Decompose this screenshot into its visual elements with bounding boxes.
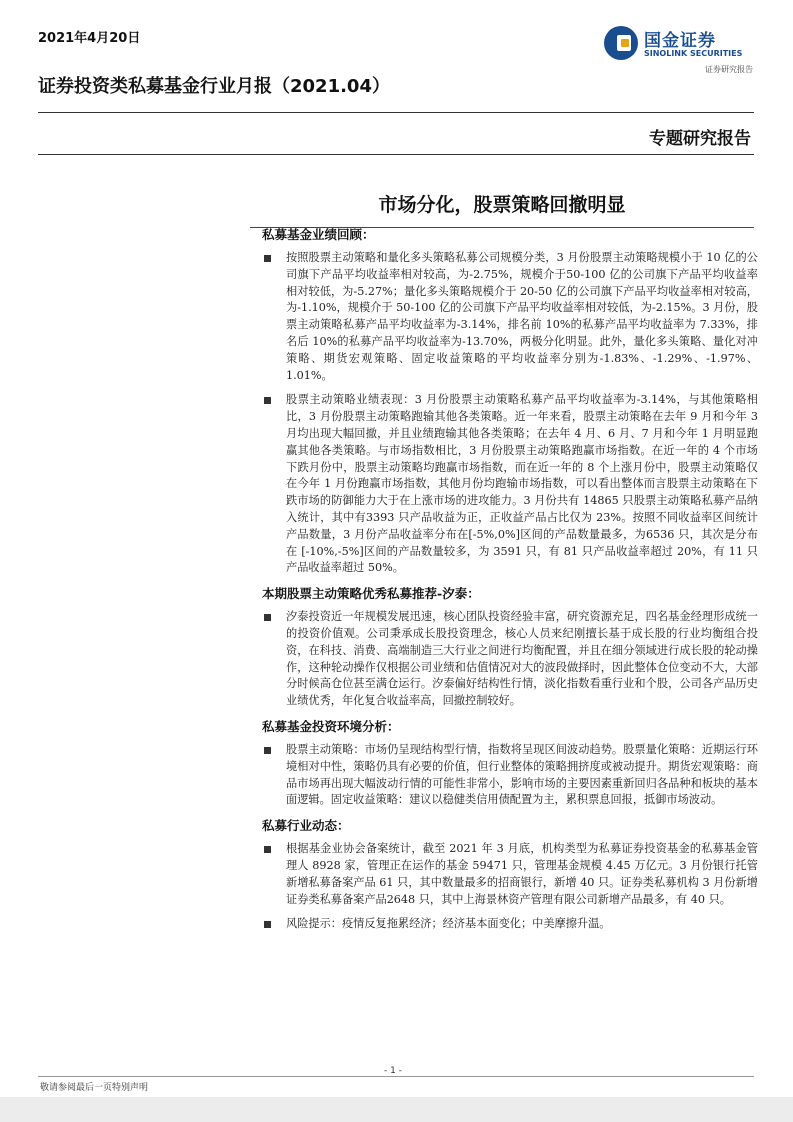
- bullet-text: 汐泰投资近一年规模发展迅速，核心团队投资经验丰富，研究资源充足，四名基金经理形成统一的投资价值观。公司秉承成长股投资理念，核心人员来纪刚擅长基于成长股的行业均衡组合投资，在科技、消费、高端制造三大行业之间进行均衡配置，并且在细分领域进行成长股的轮动操作，这种轮动操作仅根据公司业绩和估值情况对大的波段做择时，因此整体仓位变动不大，大部分时候高仓位甚至满仓运行。汐泰偏好结构性行情，淡化指数看重行业和个股，公司各产品历史业绩优秀，年化复合收益率高，回撤控制较好。: [286, 610, 758, 708]
- section-performance-review: [258, 226, 758, 577]
- logo-english-name: SINOLINK SECURITIES: [644, 49, 743, 58]
- headline: 市场分化，股票策略回撤明显: [378, 194, 626, 216]
- report-title: 证券投资类私募基金行业月报（2021.04）: [38, 76, 390, 97]
- bullet-square-icon: [264, 921, 271, 928]
- bullet-paragraph: [258, 392, 758, 577]
- section-industry-news: [258, 817, 758, 933]
- logo-chinese-name: 国金证券: [644, 31, 716, 51]
- bullet-paragraph: [258, 841, 758, 908]
- bullet-paragraph: [258, 609, 758, 710]
- footer-divider: [38, 1076, 754, 1077]
- section-title: 私募行业动态：: [262, 818, 350, 834]
- disclaimer-note: 敬请参阅最后一页特别声明: [40, 1083, 149, 1093]
- bullet-square-icon: [264, 614, 271, 621]
- section-environment: [258, 718, 758, 809]
- bullet-text: 股票主动策略业绩表现：3 月份股票主动策略私募产品平均收益率为-3.14%，与其他策略相比，3 月份股票主动策略跑输其他各类策略。近一年来看，股票主动策略在去年 9 月和今年 3 月均出现大幅回撤，并且业绩跑输其他各类策略；在去年 4 月、6 月、7 月和今年 1 月明显跑赢其他各类策略。与市场指数相比，3 月份股票主动策略跑赢市场指数。在近一年的 4 个市场下跌月份中，股票主动策略均跑赢市场指数，而在近一年的 8 个上涨月份中，股票主动策略仅在今年 1 月份跑赢市场指数，其他月份均跑输市场指数，可以看出整体而言股票主动策略在下跌市场的防御能力大于在上涨市场的进攻能力。3 月份共有 14865 只股票主动策略私募产品纳入统计，其中有3393 只产品收益为正，正收益产品占比仅为 23%。按照不同收益率区间统计产品数量，3 月份产品收益率分布在[-5%,0%]区间的产品数量最多，为6536 只，其次是分布在 [-10%,-5%]区间的产品数量较多，为 3591 只，有 81 只产品收益率超过 20%，有 11 只产品收益率超过 50%。: [286, 393, 758, 575]
- section-title: 私募基金投资环境分析：: [262, 718, 400, 734]
- bullet-text: 按照股票主动策略和量化多头策略私募公司规模分类，3 月份股票主动策略规模小于 10 亿的公司旗下产品平均收益率相对较高，为-2.75%，规模介于50-100 亿的公司旗下产品平均收益率相对较低，为-5.27%；量化多头策略规模介于 20-50 亿的公司旗下产品平均收益率相对较高，为-1.10%，规模介于 50-100 亿的公司旗下产品平均收益率相对较低，为-2.15%。3 月份，股票主动策略私募产品平均收益率为-3.14%，排名前 10%的私募产品平均收益率为 7.33%，排名后 10%的私募产品平均收益率为-13.70%，两极分化明显。此外，量化多头策略、量化对冲策略、期货宏观策略、固定收益策略的平均收益率分别为-1.83%、-1.29%、-1.97%、1.01%。: [286, 251, 758, 382]
- report-body: [258, 226, 758, 941]
- section-recommendation: [258, 585, 758, 710]
- header-divider: [38, 112, 754, 113]
- bullet-square-icon: [264, 846, 271, 853]
- page-number: - 1 -: [384, 1066, 402, 1076]
- bullet-paragraph: [258, 742, 758, 809]
- title-divider: [38, 154, 754, 155]
- section-title: 私募基金业绩回顾：: [262, 227, 375, 242]
- bullet-text: 风险提示：疫情反复拖累经济；经济基本面变化；中美摩擦升温。: [286, 917, 611, 931]
- section-title: 本期股票主动策略优秀私募推荐-汐泰：: [262, 586, 480, 602]
- bullet-paragraph: [258, 916, 758, 933]
- sinolink-logo: [604, 24, 764, 62]
- report-type: 专题研究报告: [649, 129, 751, 149]
- bullet-text: 股票主动策略：市场仍呈现结构型行情，指数将呈现区间波动趋势。股票量化策略：近期运行环境相对中性，策略仍具有必要的价值，但行业整体的策略拥挤度或被动提升。期货宏观策略：商品市场再出现大幅波动行情的可能性非常小，影响市场的主要因素重新回归各品种和板块的基本面逻辑。固定收益策略：建议以稳健类信用债配置为主，累积票息回报，抵御市场波动。: [286, 742, 758, 807]
- research-report-tag: 证券研究报告: [705, 65, 753, 74]
- bullet-square-icon: [264, 747, 271, 754]
- report-date: 2021年4月20日: [38, 31, 141, 46]
- sinolink-logo-icon: [604, 26, 638, 60]
- bullet-square-icon: [264, 255, 271, 262]
- page-bottom-band: [0, 1097, 793, 1122]
- bullet-square-icon: [264, 397, 271, 404]
- bullet-text: 根据基金业协会备案统计，截至 2021 年 3 月底，机构类型为私募证券投资基金的私募基金管理人 8928 家，管理正在运作的基金 59471 只，管理基金规模 4.45 万亿元。3 月份银行托管新增私募备案产品 61 只，其中数量最多的招商银行，新增 40 只。证券类私募机构 3 月份新增证券类私募备案产品2648 只，其中上海景林资产管理有限公司新增产品最多，有 40 只。: [286, 842, 758, 906]
- bullet-paragraph: [258, 250, 758, 384]
